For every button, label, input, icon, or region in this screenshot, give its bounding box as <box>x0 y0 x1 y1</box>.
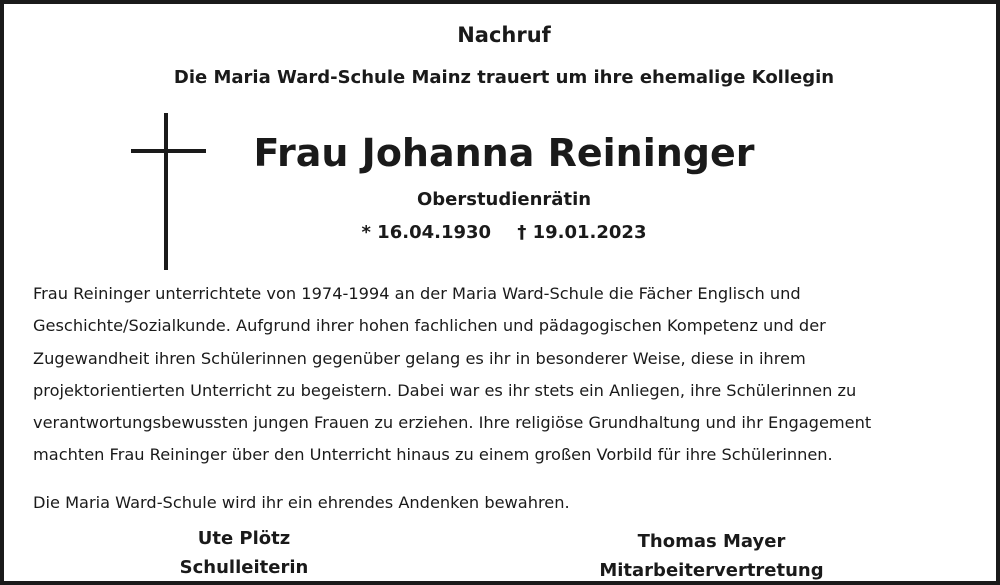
signature-name: Thomas Mayer <box>637 531 786 552</box>
notice-subtitle: Die Maria Ward-Schule Mainz trauert um ihre ehemalige Kollegin <box>173 67 835 88</box>
signature-left <box>144 524 344 582</box>
signature-role: Mitarbeitervertretung <box>599 560 824 581</box>
body-line: Zugewandheit ihren Schülerinnen gegenüber gelang es ihr in besonderer Weise, diese in ihrem <box>33 348 806 368</box>
signature-role: Schulleiterin <box>179 557 309 578</box>
notice-title: Nachruf <box>457 23 551 47</box>
body-line: machten Frau Reininger über den Unterricht hinaus zu einem großen Vorbild für ihre Schülerinnen. <box>33 445 833 465</box>
obituary-body <box>33 278 983 472</box>
signature-name: Ute Plötz <box>197 528 291 549</box>
birth-date: * 16.04.1930 <box>361 222 492 243</box>
signature-right <box>569 527 854 585</box>
deceased-name: Frau Johanna Reininger <box>253 131 755 175</box>
death-date: † 19.01.2023 <box>517 222 647 243</box>
body-line: Frau Reininger unterrichtete von 1974-1994 an der Maria Ward-Schule die Fächer Englisch und <box>33 284 801 303</box>
body-line: projektorientierten Unterricht zu begeistern. Dabei war es ihr stets ein Anliegen, ihre Schülerinnen zu <box>33 380 857 400</box>
body-line: verantwortungsbewussten jungen Frauen zu erziehen. Ihre religiöse Grundhaltung und ihr Engagement <box>33 413 872 433</box>
body-line: Geschichte/Sozialkunde. Aufgrund ihrer hohen fachlichen und pädagogischen Kompetenz und der <box>33 316 826 336</box>
closing-line: Die Maria Ward-Schule wird ihr ein ehrendes Andenken bewahren. <box>33 493 570 512</box>
deceased-rank: Oberstudienrätin <box>416 189 592 210</box>
life-dates <box>4 222 1000 243</box>
